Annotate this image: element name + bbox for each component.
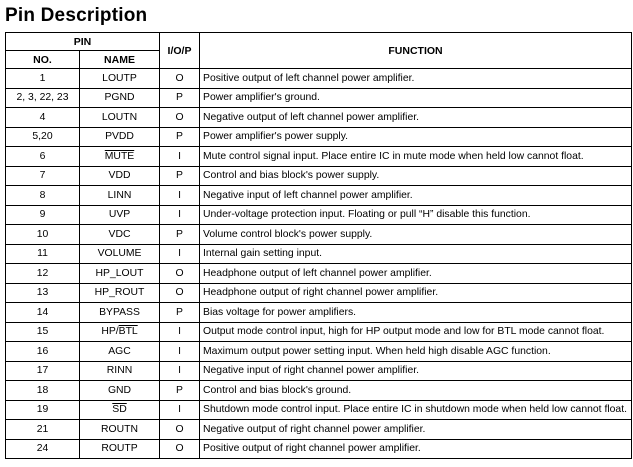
- pin-number: 7: [6, 166, 80, 186]
- pin-number: 6: [6, 147, 80, 167]
- pin-io-type: P: [160, 303, 200, 323]
- table-row: [6, 225, 632, 245]
- pin-number: 18: [6, 381, 80, 401]
- pin-io-type: P: [160, 381, 200, 401]
- table-row: [6, 264, 632, 284]
- pin-function: Output mode control input, high for HP output mode and low for BTL mode cannot float.: [200, 322, 632, 342]
- pin-function: Volume control block's power supply.: [200, 225, 632, 245]
- pin-name: [80, 244, 160, 264]
- pin-io-type: I: [160, 205, 200, 225]
- pin-name: [80, 69, 160, 89]
- pin-name-text: BYPASS: [99, 306, 140, 318]
- pin-name: [80, 225, 160, 245]
- pin-name-text: PGND: [104, 92, 135, 104]
- pin-number: 10: [6, 225, 80, 245]
- table-row: [6, 205, 632, 225]
- pin-function: Positive output of right channel power amplifier.: [200, 439, 632, 459]
- pin-number: 15: [6, 322, 80, 342]
- pin-name: [80, 166, 160, 186]
- pin-number: 21: [6, 420, 80, 440]
- pin-io-type: I: [160, 322, 200, 342]
- pin-name: [80, 439, 160, 459]
- pin-function: Bias voltage for power amplifiers.: [200, 303, 632, 323]
- pin-io-type: I: [160, 147, 200, 167]
- table-row: [6, 381, 632, 401]
- pin-name: [80, 283, 160, 303]
- pin-number: 19: [6, 400, 80, 420]
- function-header: FUNCTION: [200, 33, 632, 69]
- pin-name-text: RINN: [106, 365, 133, 377]
- pin-function: Power amplifier's ground.: [200, 88, 632, 108]
- table-row: [6, 420, 632, 440]
- no-header: NO.: [6, 51, 80, 69]
- pin-function: Internal gain setting input.: [200, 244, 632, 264]
- pin-io-type: O: [160, 69, 200, 89]
- table-row: [6, 283, 632, 303]
- pin-function: Shutdown mode control input. Place entire IC in shutdown mode when held low cannot float.: [200, 400, 632, 420]
- pin-name-text: HP/: [101, 326, 119, 338]
- pin-io-type: O: [160, 439, 200, 459]
- pin-number: 24: [6, 439, 80, 459]
- pin-number: 4: [6, 108, 80, 128]
- pin-function: Headphone output of right channel power amplifier.: [200, 283, 632, 303]
- table-row: [6, 322, 632, 342]
- pin-io-type: O: [160, 264, 200, 284]
- pin-name-text: GND: [107, 384, 132, 396]
- table-row: [6, 108, 632, 128]
- pin-number: 1: [6, 69, 80, 89]
- pin-number: 16: [6, 342, 80, 362]
- pin-name-overline-text: MUTE: [104, 150, 135, 162]
- table-row: [6, 186, 632, 206]
- pin-function: Control and bias block's ground.: [200, 381, 632, 401]
- pin-name-text: UVP: [108, 209, 131, 221]
- pin-io-type: O: [160, 283, 200, 303]
- table-row: [6, 166, 632, 186]
- pin-number: 5,20: [6, 127, 80, 147]
- table-row: [6, 69, 632, 89]
- pin-name: [80, 186, 160, 206]
- pin-name: [80, 127, 160, 147]
- table-body: [6, 69, 632, 459]
- pin-name-text: VDC: [108, 228, 131, 240]
- pin-name-text: PVDD: [105, 131, 134, 143]
- pin-function: Negative input of right channel power amplifier.: [200, 361, 632, 381]
- pin-name: [80, 361, 160, 381]
- pin-function: Under-voltage protection input. Floating or pull “H” disable this function.: [200, 205, 632, 225]
- pin-number: 17: [6, 361, 80, 381]
- pin-io-type: I: [160, 186, 200, 206]
- pin-description-table: [5, 32, 632, 459]
- pin-number: 11: [6, 244, 80, 264]
- table-row: [6, 147, 632, 167]
- table-row: [6, 244, 632, 264]
- pin-name-text: HP_LOUT: [95, 267, 144, 279]
- table-row: [6, 400, 632, 420]
- table-row: [6, 88, 632, 108]
- pin-name: [80, 147, 160, 167]
- pin-name: [80, 322, 160, 342]
- io-header: I/O/P: [160, 33, 200, 69]
- pin-number: 13: [6, 283, 80, 303]
- pin-io-type: P: [160, 127, 200, 147]
- pin-name-overline-text: $\overline{SD}$: [112, 404, 127, 416]
- pin-io-type: P: [160, 225, 200, 245]
- pin-name-text: LOUTP: [102, 72, 137, 84]
- pin-function: Power amplifier's power supply.: [200, 127, 632, 147]
- pin-io-type: O: [160, 108, 200, 128]
- pin-io-type: P: [160, 166, 200, 186]
- pin-function: Maximum output power setting input. When held high disable AGC function.: [200, 342, 632, 362]
- table-row: [6, 361, 632, 381]
- table-row: [6, 439, 632, 459]
- pin-name: [80, 342, 160, 362]
- pin-name: [80, 420, 160, 440]
- pin-name: [80, 381, 160, 401]
- pin-header: PIN: [6, 33, 160, 51]
- pin-function: Control and bias block's power supply.: [200, 166, 632, 186]
- pin-name: [80, 264, 160, 284]
- pin-number: 14: [6, 303, 80, 323]
- pin-number: 8: [6, 186, 80, 206]
- pin-name: [80, 303, 160, 323]
- pin-number: 2, 3, 22, 23: [6, 88, 80, 108]
- pin-name: [80, 205, 160, 225]
- pin-name-text: VDD: [108, 170, 131, 182]
- pin-function: Headphone output of left channel power amplifier.: [200, 264, 632, 284]
- pin-name-text: LOUTN: [101, 111, 138, 123]
- pin-function: Negative input of left channel power amplifier.: [200, 186, 632, 206]
- pin-name-text: HP_ROUT: [94, 287, 145, 299]
- pin-name: [80, 108, 160, 128]
- pin-name-text: ROUTN: [101, 423, 138, 435]
- pin-name-text: VOLUME: [97, 248, 142, 260]
- pin-io-type: O: [160, 420, 200, 440]
- pin-function: Negative output of left channel power amplifier.: [200, 108, 632, 128]
- pin-function: Mute control signal input. Place entire IC in mute mode when held low cannot float.: [200, 147, 632, 167]
- table-row: [6, 127, 632, 147]
- pin-io-type: I: [160, 400, 200, 420]
- pin-number: 9: [6, 205, 80, 225]
- pin-io-type: I: [160, 342, 200, 362]
- pin-name: [80, 88, 160, 108]
- pin-name: [80, 400, 160, 420]
- pin-io-type: I: [160, 361, 200, 381]
- table-row: [6, 303, 632, 323]
- pin-io-type: P: [160, 88, 200, 108]
- pin-io-type: I: [160, 244, 200, 264]
- pin-name-text: AGC: [108, 345, 131, 357]
- pin-function: Positive output of left channel power amplifier.: [200, 69, 632, 89]
- pin-name-text: LINN: [107, 189, 132, 201]
- pin-name-overline-text: $\overline{BTL}$: [118, 326, 138, 338]
- name-header: NAME: [80, 51, 160, 69]
- pin-name-text: ROUTP: [101, 443, 138, 455]
- table-row: [6, 342, 632, 362]
- page-title: Pin Description: [5, 5, 148, 26]
- pin-function: Negative output of right channel power amplifier.: [200, 420, 632, 440]
- pin-number: 12: [6, 264, 80, 284]
